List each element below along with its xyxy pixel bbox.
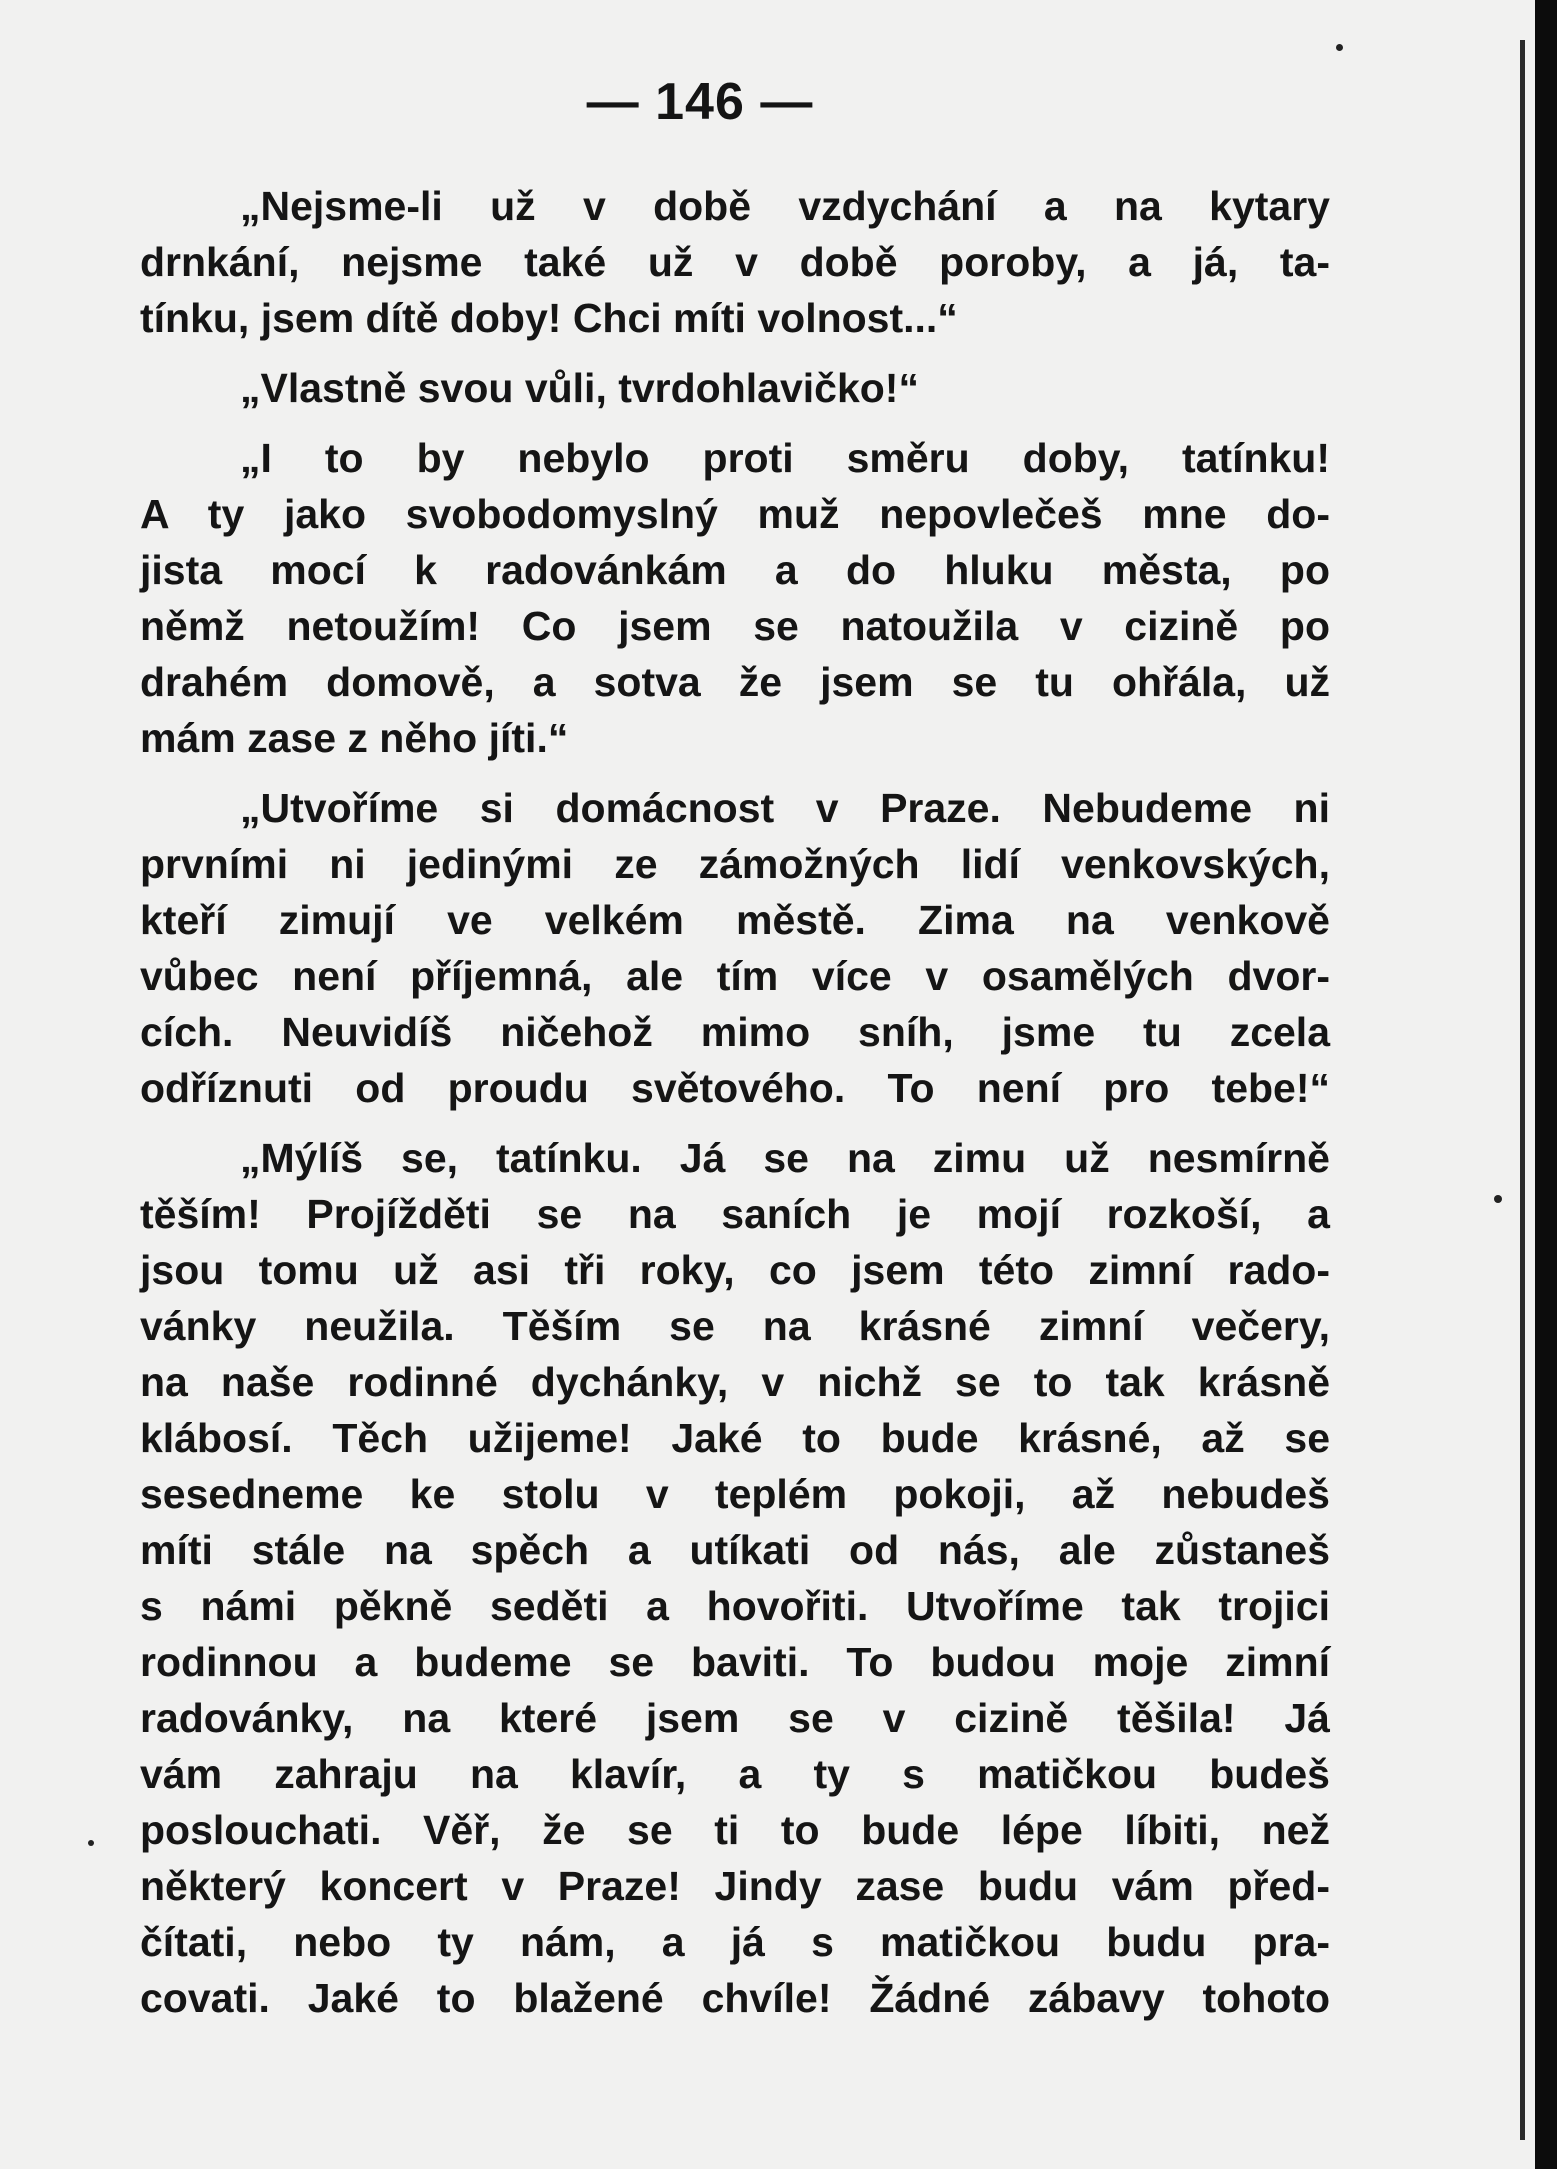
ink-speck <box>1494 1195 1502 1203</box>
text-line: odříznuti od proudu světového. To není pro tebe!“ <box>140 1065 1330 1111</box>
text-line: některý koncert v Praze! Jindy zase budu vám před- <box>140 1863 1330 1909</box>
paragraph <box>140 360 1330 416</box>
text-line: míti stále na spěch a utíkati od nás, ale zůstaneš <box>140 1527 1330 1573</box>
text-line: kteří zimují ve velkém městě. Zima na venkově <box>140 897 1330 943</box>
paragraph <box>140 780 1330 1116</box>
text-line: cích. Neuvidíš ničehož mimo sníh, jsme tu zcela <box>140 1009 1330 1055</box>
paragraph <box>140 430 1330 766</box>
text-line: A ty jako svobodomyslný muž nepovlečeš mne do- <box>140 491 1330 537</box>
text-line: němž netoužím! Co jsem se natoužila v cizině po <box>140 603 1330 649</box>
ink-speck <box>1336 44 1343 51</box>
text-line: jista mocí k radovánkám a do hluku města, po <box>140 547 1330 593</box>
body-text <box>140 178 1330 2040</box>
text-line: „I to by nebylo proti směru doby, tatínku! <box>240 435 1330 481</box>
text-line: poslouchati. Věř, že se ti to bude lépe líbiti, než <box>140 1807 1330 1853</box>
text-line: „Nejsme-li už v době vzdychání a na kytary <box>240 183 1330 229</box>
text-line: radovánky, na které jsem se v cizině těšila! Já <box>140 1695 1330 1741</box>
paragraph <box>140 178 1330 346</box>
paragraph <box>140 1130 1330 2026</box>
scan-border <box>1535 0 1557 2169</box>
text-line: jsou tomu už asi tři roky, co jsem této zimní rado- <box>140 1247 1330 1293</box>
text-line: prvními ni jedinými ze zámožných lidí venkovských, <box>140 841 1330 887</box>
text-line: čítati, nebo ty nám, a já s matičkou budu pra- <box>140 1919 1330 1965</box>
text-line: klábosí. Těch užijeme! Jaké to bude krásné, až se <box>140 1415 1330 1461</box>
text-line: „Vlastně svou vůli, tvrdohlavičko!“ <box>240 365 919 411</box>
text-line: s námi pěkně seděti a hovořiti. Utvoříme tak trojici <box>140 1583 1330 1629</box>
text-line: „Utvoříme si domácnost v Praze. Nebudeme ni <box>240 785 1330 831</box>
text-line: vám zahraju na klavír, a ty s matičkou budeš <box>140 1751 1330 1797</box>
text-line: sesedneme ke stolu v teplém pokoji, až nebudeš <box>140 1471 1330 1517</box>
text-line: drahém domově, a sotva že jsem se tu ohřála, už <box>140 659 1330 705</box>
text-line: vůbec není příjemná, ale tím více v osamělých dvor- <box>140 953 1330 999</box>
text-line: na naše rodinné dychánky, v nichž se to tak krásně <box>140 1359 1330 1405</box>
page-edge-shadow <box>1520 40 1525 2140</box>
text-line: vánky neužila. Těším se na krásné zimní večery, <box>140 1303 1330 1349</box>
page-number: — 146 — <box>586 73 814 131</box>
text-line: covati. Jaké to blažené chvíle! Žádné zábavy tohoto <box>140 1975 1330 2021</box>
text-line: mám zase z něho jíti.“ <box>140 715 569 761</box>
text-line: tínku, jsem dítě doby! Chci míti volnost...“ <box>140 295 958 341</box>
ink-speck <box>88 1840 94 1846</box>
text-line: těším! Projížděti se na saních je mojí rozkoší, a <box>140 1191 1330 1237</box>
text-line: „Mýlíš se, tatínku. Já se na zimu už nesmírně <box>240 1135 1330 1181</box>
text-line: rodinnou a budeme se baviti. To budou moje zimní <box>140 1639 1330 1685</box>
text-line: drnkání, nejsme také už v době poroby, a já, ta- <box>140 239 1330 285</box>
